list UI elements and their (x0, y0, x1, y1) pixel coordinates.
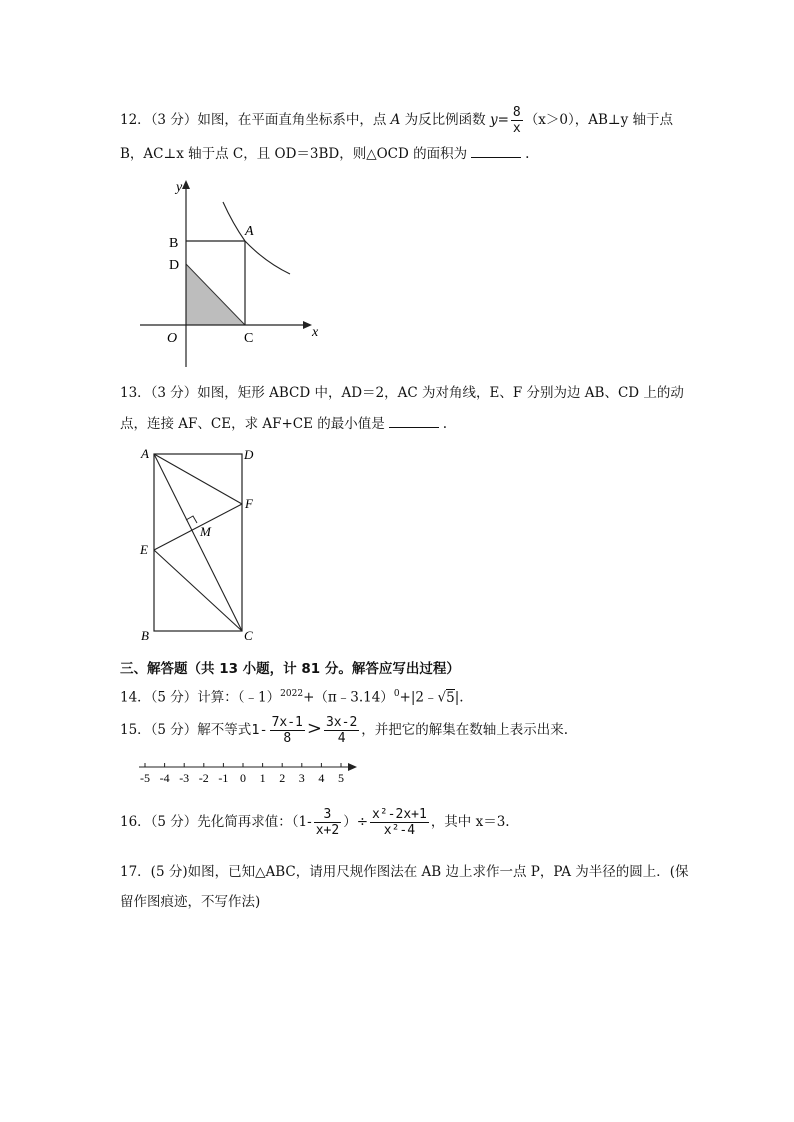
q12-line2-text: B，AC⊥x 轴于点 C，且 OD＝3BD，则△OCD 的面积为 (120, 146, 468, 162)
tick-label: 5 (338, 771, 344, 785)
q14-abs: +|2﹣ (399, 689, 438, 706)
tick-label: 4 (318, 771, 325, 785)
q15-fraction1 (270, 716, 305, 745)
q16-fraction2 (370, 808, 429, 837)
label-a: A (141, 446, 149, 461)
q12-fraction (511, 106, 523, 135)
q15-f2-num: 3x-2 (325, 715, 358, 730)
q12-y: y (489, 112, 498, 128)
tick-label: -4 (159, 771, 170, 785)
tick-label: 2 (279, 771, 286, 785)
q16-f1-den: x+2 (315, 823, 340, 838)
q17-line1-text: 17．(5 分)如图，已知△ABC，请用尺规作图法在 AB 边上求作一点 P，PA 为半径的圆上．(保 (120, 864, 689, 880)
q13-line1-text: 13．（3 分）如图，矩形 ABCD 中，AD＝2，AC 为对角线，E、F 分别为边 AB、CD 上的动 (120, 385, 684, 401)
q12-point-a: A (390, 112, 401, 128)
q12-answer-blank (471, 157, 521, 158)
tick-label: 0 (240, 771, 246, 785)
q16-f1-num: 3 (314, 808, 341, 823)
label-b: B (141, 628, 149, 643)
q12-line1 (120, 106, 673, 135)
q16-f2-num: x²-2x+1 (372, 807, 427, 822)
section-3-heading: 三、解答题（共 13 小题，计 81 分。解答应写出过程） (120, 661, 460, 677)
label-b: B (169, 236, 179, 251)
tick-label: -3 (179, 771, 190, 785)
sqrt-sign: √ (437, 689, 447, 706)
q16-fraction1 (314, 808, 341, 837)
q13-answer-blank (389, 427, 439, 428)
tick-label: -5 (140, 771, 150, 785)
q16-f2-den: x²-4 (383, 823, 416, 838)
q14-end: |. (454, 689, 464, 706)
label-d: D (244, 447, 254, 462)
q15-fraction2 (324, 716, 359, 745)
number-line-arrow (348, 763, 357, 771)
q12-score: （3 分）如图，在平面直角坐标系中，点 (150, 112, 387, 128)
q15-gt: > (306, 718, 322, 739)
q12-fraction-num: 8 (512, 105, 521, 120)
y-arrow (182, 180, 190, 189)
figure-13 (130, 442, 270, 647)
q14-exp0: 0 (393, 689, 400, 699)
q13-line1 (120, 387, 684, 401)
tick-label: 1 (259, 771, 266, 785)
x-arrow (303, 321, 312, 329)
q12-condition: （x＞0）， (524, 112, 589, 128)
label-e: E (140, 542, 148, 557)
q13-end: . (442, 416, 448, 432)
tick-label: 3 (298, 771, 305, 785)
label-x: x (312, 325, 319, 340)
number-line (135, 760, 365, 788)
q12-line2 (120, 148, 529, 162)
q15-f2-den: 4 (337, 731, 346, 746)
shaded-triangle-ocd (186, 264, 245, 325)
q14-sqrt: 5 (446, 689, 455, 706)
segment-af (154, 454, 242, 504)
label-c: C (244, 628, 253, 643)
q14 (120, 690, 464, 705)
q16-suffix: ，其中 x＝3. (430, 814, 510, 830)
segment-ec (154, 550, 242, 631)
tick-label: -2 (198, 771, 209, 785)
q14-prefix: 14．（5 分）计算：（﹣1） (120, 689, 281, 706)
q16 (120, 808, 510, 837)
label-d: D (169, 258, 180, 273)
label-m: M (200, 524, 211, 539)
q12-fraction-den: x (512, 121, 521, 136)
q16-prefix: 16．（5 分）先化简再求值：（1- (120, 814, 312, 830)
figure-12 (135, 172, 335, 372)
q17-line1 (120, 866, 689, 880)
q14-exp: 2022 (280, 689, 304, 699)
label-o: O (167, 331, 178, 346)
q15-prefix: 15．（5 分）解不等式 (120, 722, 252, 738)
q13-line2 (120, 418, 447, 432)
label-a: A (245, 224, 254, 239)
q15-one: 1- (251, 722, 268, 738)
q17-line2 (120, 896, 260, 910)
hyperbola-curve (223, 202, 290, 274)
q12-number: 12． (120, 112, 151, 128)
q16-div: ）÷ (343, 814, 369, 830)
q17-line2-text: 留作图痕迹，不写作法) (120, 894, 261, 910)
q15-f1-den: 8 (283, 731, 292, 746)
label-c: C (244, 331, 254, 346)
q12-eq: = (497, 112, 509, 128)
q15 (120, 716, 568, 745)
q12-text: 为反比例函数 (404, 112, 486, 128)
number-line-ticks (140, 763, 344, 785)
label-y: y (176, 180, 183, 195)
tick-label: -1 (218, 771, 229, 785)
q13-line2-text: 点，连接 AF、CE，求 AF+CE 的最小值是 (120, 416, 385, 432)
q12-text2: AB⊥y 轴于点 (588, 112, 673, 128)
label-f: F (245, 496, 253, 511)
q15-f1-num: 7x-1 (271, 715, 303, 730)
q12-end: . (525, 146, 530, 162)
q14-mid: +（π﹣3.14） (303, 689, 394, 706)
q15-suffix: ，并把它的解集在数轴上表示出来. (361, 722, 569, 738)
